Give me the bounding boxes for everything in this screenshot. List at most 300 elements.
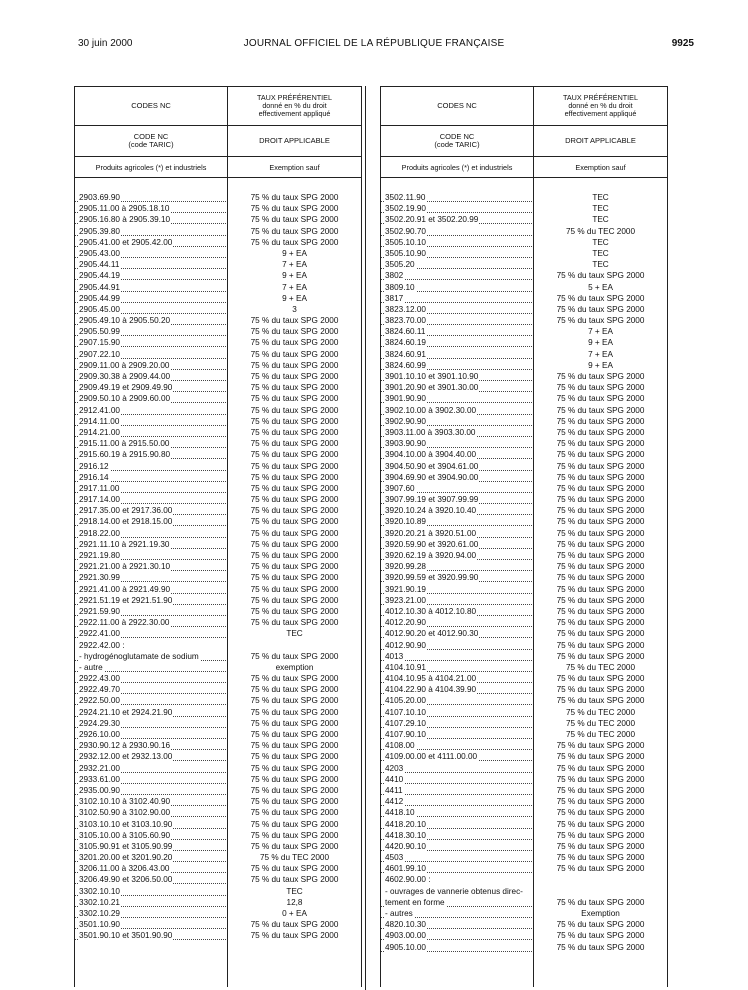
row-code: 4107.10.10	[381, 707, 533, 718]
row-rate: 75 % du taux SPG 2000	[556, 618, 645, 628]
header-taux: TAUX PRÉFÉRENTIEL donné en % du droit effectivement appliqué	[563, 93, 638, 118]
row-code: tement en forme	[381, 897, 533, 908]
row-rate: 75 % du taux SPG 2000	[250, 752, 339, 762]
header-row-codes	[75, 87, 361, 126]
row-code: 4418.30.10	[381, 830, 533, 841]
row-rate: 75 % du taux SPG 2000	[250, 338, 339, 348]
row-code: 4104.22.90 à 4104.39.90	[381, 684, 533, 695]
row-code: 4412	[381, 796, 533, 807]
row-code: 3920.62.19 à 3920.94.00	[381, 550, 533, 561]
row-code: 4104.10.95 à 4104.21.00	[381, 673, 533, 684]
row-code: 2921.21.00 à 2921.30.10	[75, 561, 227, 572]
row-rate: 75 % du taux SPG 2000	[556, 763, 645, 773]
row-code: 3920.99.59 et 3920.99.90	[381, 572, 533, 583]
row-rate: 75 % du taux SPG 2000	[556, 383, 645, 393]
row-code: 3824.60.99	[381, 360, 533, 371]
row-code: 4012.20.90	[381, 617, 533, 628]
row-rate: 75 % du taux SPG 2000	[250, 562, 339, 572]
row-code: 4418.20.10	[381, 819, 533, 830]
row-rate: 12,8	[286, 897, 303, 907]
row-code: 3823.12.00	[381, 304, 533, 315]
row-code: 3907.99.19 et 3907.99.99	[381, 494, 533, 505]
row-rate: 7 + EA	[588, 327, 613, 337]
row-rate: 75 % du taux SPG 2000	[250, 416, 339, 426]
row-code: 3920.10.24 à 3920.10.40	[381, 505, 533, 516]
row-rate: 75 % du taux SPG 2000	[250, 372, 339, 381]
journal-title: JOURNAL OFFICIEL DE LA RÉPUBLIQUE FRANÇAISE	[243, 38, 505, 49]
row-code: 3505.10.90	[381, 248, 533, 259]
row-rate: 75 % du taux SPG 2000	[250, 204, 339, 214]
row-rate: 75 % du taux SPG 2000	[250, 573, 339, 583]
row-code: 4107.29.10	[381, 718, 533, 729]
row-code: 4905.10.00	[381, 942, 533, 953]
row-code: 3302.10.29	[75, 908, 227, 919]
row-code: 2917.35.00 et 2917.36.00	[75, 505, 227, 516]
row-rate: 75 % du taux SPG 2000	[250, 797, 339, 807]
header-produits: Produits agricoles (*) et industriels	[381, 157, 534, 177]
row-code: 3102.50.90 à 3102.90.00	[75, 807, 227, 818]
row-rate: 75 % du taux SPG 2000	[556, 595, 645, 605]
row-code: 4503	[381, 852, 533, 863]
row-code: 2921.19.80	[75, 550, 227, 561]
row-rate: 75 % du taux SPG 2000	[250, 439, 339, 449]
row-rate: 75 % du taux SPG 2000	[250, 551, 339, 560]
row-rate: TEC	[592, 193, 609, 202]
row-rate: 75 % du taux SPG 2000	[250, 461, 339, 471]
row-code: 4602.90.00 :	[385, 875, 431, 885]
row-rate: 75 % du taux SPG 2000	[250, 864, 339, 874]
row-code: 2922.43.00	[75, 673, 227, 684]
row-code: 4203	[381, 763, 533, 774]
row-code: 2930.90.12 à 2930.90.16	[75, 740, 227, 751]
row-rate: TEC	[286, 629, 303, 639]
row-rate: 75 % du taux SPG 2000	[250, 495, 339, 505]
header-date: 30 juin 2000	[78, 38, 133, 49]
row-rate: 75 % du taux SPG 2000	[556, 506, 645, 516]
header-produits: Produits agricoles (*) et industriels	[75, 157, 228, 177]
row-rate: 7 + EA	[282, 282, 307, 292]
row-code: 2917.14.00	[75, 494, 227, 505]
row-rate: 75 % du taux SPG 2000	[556, 450, 645, 460]
row-rate: 75 % du taux SPG 2000	[556, 439, 645, 449]
row-rate: 75 % du taux SPG 2000	[250, 920, 339, 930]
row-code: 2909.49.19 et 2909.49.90	[75, 382, 227, 393]
header-row-produits	[381, 157, 667, 178]
row-code: 2903.69.90	[75, 192, 227, 203]
row-code: 2922.42.00 :	[79, 640, 125, 650]
row-code: 2905.41.00 et 2905.42.00	[75, 237, 227, 248]
row-rate: 9 + EA	[282, 271, 307, 281]
row-code: 4820.10.30	[381, 919, 533, 930]
row-code: 2935.00.90	[75, 785, 227, 796]
row-rate: 75 % du taux SPG 2000	[250, 349, 339, 359]
row-rate: 75 % du taux SPG 2000	[250, 450, 339, 460]
row-code: 2905.45.00	[75, 304, 227, 315]
row-code: 2909.50.10 à 2909.60.00	[75, 393, 227, 404]
row-rate: 75 % du taux SPG 2000	[556, 606, 645, 616]
row-rate: 75 % du taux SPG 2000	[556, 819, 645, 829]
header-taux: TAUX PRÉFÉRENTIEL donné en % du droit effectivement appliqué	[257, 93, 332, 118]
row-code: 2921.59.90	[75, 606, 227, 617]
row-rate: 75 % du taux SPG 2000	[250, 539, 339, 549]
row-code: 3923.21.00	[381, 595, 533, 606]
row-rate: 75 % du TEC 2000	[565, 730, 636, 739]
header-exemption: Exemption sauf	[575, 162, 626, 172]
row-code: 3824.60.91	[381, 349, 533, 360]
row-code: 2921.30.99	[75, 572, 227, 583]
row-code: 3907.60	[381, 483, 533, 494]
row-code: - hydrogénoglutamate de sodium	[75, 651, 227, 662]
row-code: 2915.60.19 à 2915.90.80	[75, 449, 227, 460]
row-rate: 75 % du taux SPG 2000	[250, 707, 339, 717]
row-code: 2916.12	[75, 461, 227, 472]
row-rate: 75 % du taux SPG 2000	[250, 193, 339, 202]
row-rate: 0 + EA	[282, 909, 307, 918]
row-rate: 9 + EA	[588, 360, 613, 370]
row-rate: 75 % du taux SPG 2000	[250, 584, 339, 594]
row-rate: 75 % du taux SPG 2000	[556, 293, 645, 303]
tariff-table-right	[380, 86, 668, 987]
row-code: 3502.90.70	[381, 226, 533, 237]
row-code: 4903.00.00	[381, 930, 533, 941]
row-rate: 75 % du taux SPG 2000	[250, 841, 339, 851]
row-rate: 75 % du taux SPG 2000	[556, 517, 645, 527]
row-rate: 75 % du taux SPG 2000	[556, 461, 645, 471]
row-code: - ouvrages de vannerie obtenus direc-	[385, 886, 523, 896]
row-rate: 75 % du taux SPG 2000	[250, 685, 339, 695]
row-code: 3502.20.91 et 3502.20.99	[381, 214, 533, 225]
row-code: 3824.60.19	[381, 337, 533, 348]
row-code: 2909.11.00 à 2909.20.00	[75, 360, 227, 371]
row-code: 2905.11.00 à 2905.18.10	[75, 203, 227, 214]
header-droit: DROIT APPLICABLE	[565, 136, 636, 145]
row-rate: 75 % du taux SPG 2000	[250, 808, 339, 818]
row-rate: 75 % du taux SPG 2000	[556, 651, 645, 661]
row-rate: 75 % du taux SPG 2000	[556, 830, 645, 840]
row-code: 2922.50.00	[75, 695, 227, 706]
row-rate: 75 % du taux SPG 2000	[250, 472, 339, 482]
row-code: 4418.10	[381, 807, 533, 818]
row-code: 3902.90.90	[381, 416, 533, 427]
row-code: 2932.21.00	[75, 763, 227, 774]
row-rate: 75 % du taux SPG 2000	[556, 674, 645, 684]
row-code: 3105.10.00 à 3105.60.90	[75, 830, 227, 841]
row-code: 2905.43.00	[75, 248, 227, 259]
row-rate: 75 % du taux SPG 2000	[556, 864, 645, 874]
row-rate: 75 % du taux SPG 2000	[556, 427, 645, 437]
header-row-code	[75, 126, 361, 157]
row-rate: 75 % du taux SPG 2000	[250, 830, 339, 840]
row-rate: 75 % du taux SPG 2000	[250, 528, 339, 538]
row-code: 2905.16.80 à 2905.39.10	[75, 214, 227, 225]
row-rate: 75 % du taux SPG 2000	[556, 774, 645, 784]
header-code-nc: CODE NC (code TARIC)	[381, 126, 534, 156]
row-rate	[534, 886, 667, 897]
row-rate: 75 % du taux SPG 2000	[556, 573, 645, 583]
row-rate: 75 % du taux SPG 2000	[556, 416, 645, 426]
row-rate: 75 % du taux SPG 2000	[556, 495, 645, 505]
row-code: 3302.10.10	[75, 886, 227, 897]
row-rate: 75 % du taux SPG 2000	[250, 405, 339, 415]
row-code: 3201.20.00 et 3201.90.20	[75, 852, 227, 863]
row-code: 3920.10.89	[381, 516, 533, 527]
row-rate: 75 % du taux SPG 2000	[556, 785, 645, 795]
row-code: 2914.21.00	[75, 427, 227, 438]
row-code: 3901.20.90 et 3901.30.00	[381, 382, 533, 393]
row-rate: 75 % du taux SPG 2000	[250, 360, 339, 370]
header-code-nc: CODE NC (code TARIC)	[75, 126, 228, 156]
row-rate: 75 % du taux SPG 2000	[250, 215, 339, 225]
rates-column	[228, 178, 361, 942]
row-code: 3505.10.10	[381, 237, 533, 248]
codes-column	[75, 178, 227, 942]
row-rate: 75 % du taux SPG 2000	[250, 674, 339, 684]
row-rate: 75 % du TEC 2000	[565, 226, 636, 236]
row-rate: 75 % du taux SPG 2000	[556, 752, 645, 762]
row-rate: 75 % du taux SPG 2000	[250, 618, 339, 628]
row-code: 3901.90.90	[381, 393, 533, 404]
row-code: 3901.10.10 et 3901.10.90	[381, 371, 533, 382]
row-rate: 75 % du taux SPG 2000	[556, 562, 645, 572]
row-rate: 75 % du taux SPG 2000	[556, 920, 645, 930]
row-rate: 75 % du taux SPG 2000	[556, 316, 645, 326]
row-code: 3920.20.21 à 3920.51.00	[381, 528, 533, 539]
column-divider	[365, 86, 366, 990]
row-code: 4104.10.91	[381, 662, 533, 673]
row-code: 3502.19.90	[381, 203, 533, 214]
row-code: 2932.12.00 et 2932.13.00	[75, 751, 227, 762]
row-rate: 75 % du taux SPG 2000	[556, 696, 645, 706]
row-code: 2924.21.10 et 2924.21.90	[75, 707, 227, 718]
row-rate: TEC	[592, 237, 609, 247]
row-rate: TEC	[592, 215, 609, 225]
header-row-produits	[75, 157, 361, 178]
row-code: 3206.11.00 à 3206.43.00	[75, 863, 227, 874]
row-code: 3921.90.19	[381, 584, 533, 595]
header-row-code	[381, 126, 667, 157]
rates-column	[534, 178, 667, 953]
row-code: 2916.14	[75, 472, 227, 483]
row-rate: 75 % du taux SPG 2000	[556, 841, 645, 851]
header-droit: DROIT APPLICABLE	[259, 136, 330, 145]
row-rate: exemption	[275, 662, 314, 672]
row-code: 2905.44.11	[75, 259, 227, 270]
row-code: 2915.11.00 à 2915.50.00	[75, 438, 227, 449]
row-code: 2905.39.80	[75, 226, 227, 237]
row-rate: 75 % du taux SPG 2000	[556, 584, 645, 594]
row-rate: 75 % du taux SPG 2000	[250, 394, 339, 404]
row-code: 2926.10.00	[75, 729, 227, 740]
row-rate: 75 % du taux SPG 2000	[556, 394, 645, 404]
row-code: 3903.11.00 à 3903.30.00	[381, 427, 533, 438]
row-code: 2905.44.99	[75, 293, 227, 304]
row-rate: 3	[292, 304, 297, 314]
row-code: 3920.99.28	[381, 561, 533, 572]
row-code: 2922.11.00 à 2922.30.00	[75, 617, 227, 628]
row-rate: 75 % du taux SPG 2000	[556, 551, 645, 560]
row-rate: 75 % du taux SPG 2000	[250, 763, 339, 773]
row-rate: 75 % du taux SPG 2000	[250, 226, 339, 236]
row-code: 2905.44.19	[75, 270, 227, 281]
row-code: 3809.10	[381, 282, 533, 293]
row-code: 4420.90.10	[381, 841, 533, 852]
row-rate: 75 % du TEC 2000	[565, 718, 636, 728]
row-rate: 75 % du taux SPG 2000	[250, 237, 339, 247]
row-code: 2933.61.00	[75, 774, 227, 785]
row-code: 3502.11.90	[381, 192, 533, 203]
row-rate: 75 % du TEC 2000	[565, 707, 636, 717]
row-rate: 75 % du taux SPG 2000	[250, 696, 339, 706]
row-code: 3902.10.00 à 3902.30.00	[381, 405, 533, 416]
page-header	[0, 38, 748, 52]
row-rate: 75 % du taux SPG 2000	[250, 606, 339, 616]
row-rate: 75 % du taux SPG 2000	[556, 271, 645, 281]
row-rate: 5 + EA	[588, 282, 613, 292]
row-rate: 75 % du taux SPG 2000	[250, 931, 339, 941]
row-code: 4105.20.00	[381, 695, 533, 706]
row-code: 3823.70.00	[381, 315, 533, 326]
row-rate: 75 % du taux SPG 2000	[556, 304, 645, 314]
row-rate: 75 % du taux SPG 2000	[556, 797, 645, 807]
tariff-table-left	[74, 86, 362, 987]
row-rate: 75 % du taux SPG 2000	[556, 942, 645, 952]
row-code: 2921.51.19 et 2921.51.90	[75, 595, 227, 606]
row-rate: 75 % du taux SPG 2000	[250, 730, 339, 739]
row-code: 3103.10.10 et 3103.10.90	[75, 819, 227, 830]
row-code: 2922.41.00	[75, 628, 227, 639]
row-rate: 75 % du taux SPG 2000	[250, 875, 339, 885]
row-rate: 75 % du taux SPG 2000	[556, 808, 645, 818]
row-rate: 75 % du taux SPG 2000	[250, 595, 339, 605]
row-rate: 75 % du taux SPG 2000	[556, 372, 645, 381]
row-code: 4012.10.30 à 4012.10.80	[381, 606, 533, 617]
row-rate: 75 % du taux SPG 2000	[556, 897, 645, 907]
row-code: 3904.69.90 et 3904.90.00	[381, 472, 533, 483]
row-code: 3817	[381, 293, 533, 304]
row-code: 2921.11.10 à 2921.19.30	[75, 539, 227, 550]
row-rate: 75 % du taux SPG 2000	[556, 472, 645, 482]
header-codes-nc: CODES NC	[75, 87, 228, 125]
table-body-left	[75, 178, 361, 987]
row-code: 2912.41.00	[75, 405, 227, 416]
row-rate: TEC	[592, 204, 609, 214]
row-rate	[228, 640, 361, 651]
row-code: 2917.11.00	[75, 483, 227, 494]
row-rate: 75 % du taux SPG 2000	[556, 741, 645, 751]
row-rate: 75 % du taux SPG 2000	[556, 539, 645, 549]
row-code: 2924.29.30	[75, 718, 227, 729]
row-code: 4013	[381, 651, 533, 662]
row-code: - autre	[75, 662, 227, 673]
row-code: 3105.90.91 et 3105.90.99	[75, 841, 227, 852]
row-code: 3920.59.90 et 3920.61.00	[381, 539, 533, 550]
row-code: 2918.22.00	[75, 528, 227, 539]
row-rate: 75 % du taux SPG 2000	[556, 931, 645, 941]
row-code: 2914.11.00	[75, 416, 227, 427]
row-rate: 75 % du taux SPG 2000	[556, 405, 645, 415]
row-code: 2907.22.10	[75, 349, 227, 360]
row-rate: 75 % du taux SPG 2000	[250, 718, 339, 728]
row-code: 2905.49.10 à 2905.50.20	[75, 315, 227, 326]
row-rate: TEC	[592, 260, 609, 270]
row-code: 2909.30.38 à 2909.44.00	[75, 371, 227, 382]
row-code: 2905.50.99	[75, 326, 227, 337]
row-rate: 75 % du taux SPG 2000	[556, 483, 645, 493]
row-rate: Exemption	[581, 909, 620, 918]
row-code: 4012.90.90	[381, 640, 533, 651]
row-code: 3505.20	[381, 259, 533, 270]
row-rate: 75 % du taux SPG 2000	[250, 383, 339, 393]
header-row-codes	[381, 87, 667, 126]
row-code: 3102.10.10 à 3102.40.90	[75, 796, 227, 807]
row-rate: TEC	[592, 248, 609, 258]
row-rate: 7 + EA	[282, 260, 307, 270]
row-rate: 9 + EA	[282, 248, 307, 258]
row-code: 3802	[381, 270, 533, 281]
row-code: 2922.49.70	[75, 684, 227, 695]
row-rate: 9 + EA	[588, 338, 613, 348]
row-rate: 75 % du taux SPG 2000	[556, 629, 645, 639]
row-rate: 75 % du TEC 2000	[259, 853, 330, 863]
row-code: 3302.10.21	[75, 897, 227, 908]
row-code: 3903.90.90	[381, 438, 533, 449]
row-rate: TEC	[286, 886, 303, 896]
page-number: 9925	[671, 38, 694, 49]
codes-column	[381, 178, 533, 953]
row-code: 3206.49.90 et 3206.50.00	[75, 874, 227, 885]
row-code: 4410	[381, 774, 533, 785]
row-code: 2921.41.00 à 2921.49.90	[75, 584, 227, 595]
row-code: 4108.00	[381, 740, 533, 751]
header-exemption: Exemption sauf	[269, 162, 320, 172]
row-rate: 75 % du taux SPG 2000	[556, 685, 645, 695]
row-rate: 75 % du TEC 2000	[565, 662, 636, 672]
row-code: - autres	[381, 908, 533, 919]
row-code: 4107.90.10	[381, 729, 533, 740]
row-rate: 75 % du taux SPG 2000	[556, 640, 645, 650]
row-code: 4411	[381, 785, 533, 796]
header-codes-nc: CODES NC	[381, 87, 534, 125]
row-code: 4601.99.10	[381, 863, 533, 874]
row-code: 4012.90.20 et 4012.90.30	[381, 628, 533, 639]
row-rate: 75 % du taux SPG 2000	[250, 741, 339, 751]
row-rate: 75 % du taux SPG 2000	[250, 327, 339, 337]
row-rate: 75 % du taux SPG 2000	[250, 316, 339, 326]
row-rate: 75 % du taux SPG 2000	[250, 651, 339, 661]
row-rate: 75 % du taux SPG 2000	[250, 427, 339, 437]
table-body-right	[381, 178, 667, 987]
row-rate: 75 % du taux SPG 2000	[250, 774, 339, 784]
row-rate: 75 % du taux SPG 2000	[250, 785, 339, 795]
row-rate: 7 + EA	[588, 349, 613, 359]
row-rate	[534, 874, 667, 885]
row-code: 4109.00.00 et 4111.00.00	[381, 751, 533, 762]
row-code: 2905.44.91	[75, 282, 227, 293]
row-rate: 75 % du taux SPG 2000	[556, 528, 645, 538]
row-code: 3501.90.10 et 3501.90.90	[75, 930, 227, 941]
row-code: 3904.50.90 et 3904.61.00	[381, 461, 533, 472]
row-code: 2918.14.00 et 2918.15.00	[75, 516, 227, 527]
row-rate: 75 % du taux SPG 2000	[250, 483, 339, 493]
row-rate: 75 % du taux SPG 2000	[250, 506, 339, 516]
row-code: 3501.10.90	[75, 919, 227, 930]
row-code: 3904.10.00 à 3904.40.00	[381, 449, 533, 460]
row-rate: 75 % du taux SPG 2000	[250, 517, 339, 527]
row-code: 2907.15.90	[75, 337, 227, 348]
row-code: 3824.60.11	[381, 326, 533, 337]
row-rate: 75 % du taux SPG 2000	[250, 819, 339, 829]
row-rate: 75 % du taux SPG 2000	[556, 853, 645, 863]
